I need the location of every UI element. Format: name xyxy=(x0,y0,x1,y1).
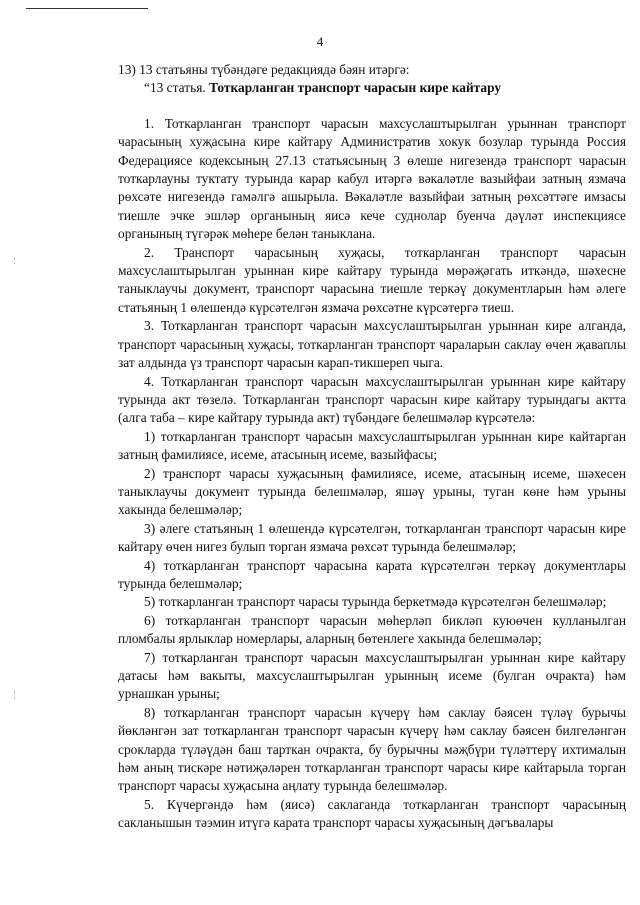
article-heading-prefix: “13 статья. xyxy=(144,80,206,96)
list-item: 8) тоткарланган транспорт чарасын күчерү һәм саклау бәясен түләү бурычы йөкләнгән зат тоткарланган транспорт чарасын күчерү һәм саклау бәясен билгеләнгән срокларда түләүдән баш тарткан очракта, бу бурычны мәҗбүри түләттерү ихтималын һәм аның тискәре нәтиҗәләрен тоткарланган транспорт чарасы кире кайтарыла торган транспорт чарасы хуҗасына аңлату турында белешмәләр. xyxy=(118,704,626,794)
document-body xyxy=(118,61,626,833)
paragraph: 5. Күчергәндә һәм (яисә) саклаганда тоткарланган транспорт чарасының сакланышын тәэмин итүгә карата транспорт чарасы хуҗасының дәгъвалары xyxy=(118,796,626,831)
list-item: 1) тоткарланган транспорт чарасын махсуслаштырылган урыннан кире кайтарган затның фамилиясе, исеме, атасының исеме, вазыйфасы; xyxy=(118,428,626,463)
paragraph: 2. Транспорт чарасының хуҗасы, тоткарланган транспорт чарасын махсуслаштырылган урыннан кире кайтару турында мөрәҗәгать иткәндә, шәхесне таныклаучы документ, транспорт чарасына тиешле теркәү документларын һәм әлеге статьяның 1 өлешендә күрсәтелгән язмача рөхсәтне күрсәтергә тиеш. xyxy=(118,244,626,315)
page-number: 4 xyxy=(316,34,324,49)
list-item: 6) тоткарланган транспорт чарасын мөһерләп бикләп куюөчен кулланылган пломбалы ярлыклар номерлары, аларның бөтенлеге хакында белешмәләр; xyxy=(118,612,626,647)
list-item: 5) тоткарланган транспорт чарасы турында беркетмәдә күрсәтелгән белешмәләр; xyxy=(144,594,607,610)
spacer xyxy=(118,98,626,115)
list-item: 7) тоткарланган транспорт чарасын махсуслаштырылган урыннан кире кайтару датасы һәм вакыты, махсуслаштырылган урынның исеме (булган очракта) һәм урнашкан урыны; xyxy=(118,649,626,702)
list-item: 4) тоткарланган транспорт чарасына карата күрсәтелгән теркәү документлары турында белешмәләр; xyxy=(118,557,626,591)
article-heading xyxy=(118,79,626,97)
paragraph: 4. Тоткарланган транспорт чарасын махсуслаштырылган урыннан кире кайтару турында акт төзелә. Тоткарланган транспорт чарасын кире кайтару турындагы актта (алга таба – кире кайтару турында акт) түбәндәге белешмәләр күрсәтелә: xyxy=(118,373,626,426)
paragraph: 1. Тоткарланган транспорт чарасын махсуслаштырылган урыннан транспорт чарасының хуҗасына кире кайтару Административ хокук бозулар турында Россия Федерациясе кодексының 27.13 статьясының 3 өлеше нигезендә транспорт чарасын тоткарлауны туктату турында карар кабул итәргә вәкаләтле вазыйфаи затның язмача рөхсәте нигезендә гамәлгә ашырыла. Вәкаләтле вазыйфаи затның рөхсәттәге имзасы тиешле эчке эшләр органының яисә кече суднолар буенча дәүләт инспекциясе органының түгәрәк мөһере белән таныклана. xyxy=(118,115,626,242)
list-item: 3) әлеге статьяның 1 өлешендә күрсәтелгән, тоткарланган транспорт чарасын кире кайтару өчен нигез булып торган язмача рөхсәт турында белешмәләр; xyxy=(118,520,626,555)
article-heading-title: Тоткарланган транспорт чарасын кире кайтару xyxy=(209,80,502,96)
paragraph: 3. Тоткарланган транспорт чарасын махсуслаштырылган урыннан кире алганда, транспорт чарасының хуҗасы, тоткарланган транспорт чараларын саклау өчен җаваплы зат алдында үз транспорт чарасын карап-тикшереп чыга. xyxy=(118,318,626,371)
list-item: 2) транспорт чарасы хуҗасының фамилиясе, исеме, атасының исеме, шәхесен таныклаучы документ турында белешмәләр, яшәү урыны, туган көне һәм урыны хакында белешмәләр; xyxy=(118,465,626,518)
top-rule xyxy=(26,8,148,9)
amendment-intro: 13) 13 статьяны түбәндәге редакциядә бәян итәргә: xyxy=(118,62,410,77)
margin-marks xyxy=(12,0,20,905)
